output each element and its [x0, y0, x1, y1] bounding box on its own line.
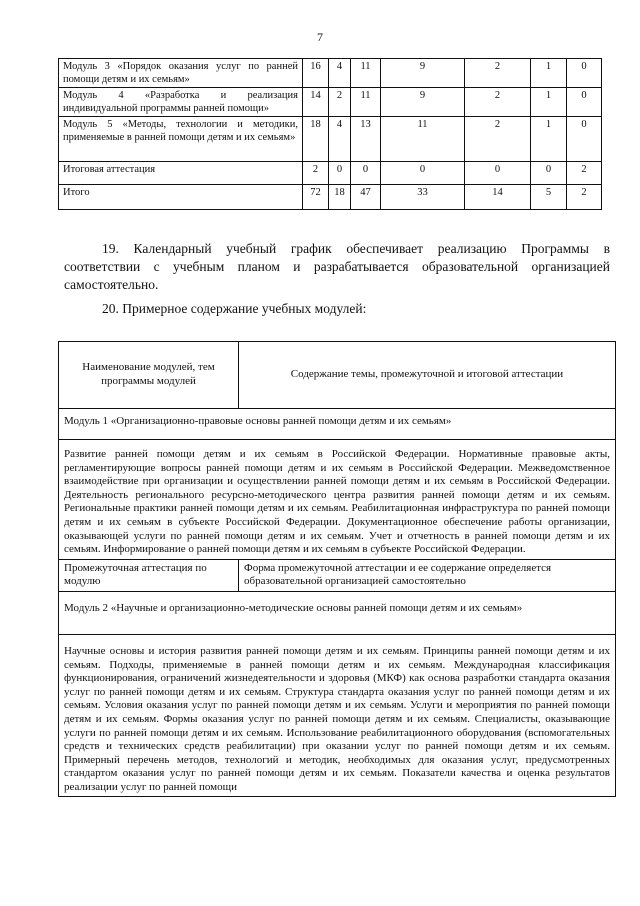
- table-header-row: [59, 342, 616, 409]
- table-row: [59, 88, 602, 117]
- table-row: [59, 409, 616, 440]
- table-row: [59, 440, 616, 560]
- module-name-cell: Модуль 4 «Разработка и реализация индивидуальной программы ранней помощи»: [59, 88, 303, 117]
- table-row: [59, 117, 602, 162]
- hours-cell: 9: [381, 59, 465, 88]
- hours-cell: 11: [351, 88, 381, 117]
- header-module-content: Содержание темы, промежуточной и итоговой аттестации: [239, 342, 616, 409]
- hours-cell: 33: [381, 185, 465, 210]
- module-name-cell: Модуль 3 «Порядок оказания услуг по ранней помощи детям и их семьям»: [59, 59, 303, 88]
- hours-cell: 2: [567, 185, 602, 210]
- hours-cell: 0: [567, 117, 602, 162]
- intermediate-assessment-label: Промежуточная аттестация по модулю: [59, 559, 239, 591]
- hours-cell: 0: [465, 162, 531, 185]
- hours-cell: 2: [303, 162, 329, 185]
- module-name-cell: Итого: [59, 185, 303, 210]
- hours-cell: 9: [381, 88, 465, 117]
- module-content-table: [58, 341, 616, 797]
- hours-cell: 11: [381, 117, 465, 162]
- hours-cell: 4: [329, 59, 351, 88]
- hours-cell: 4: [329, 117, 351, 162]
- hours-cell: 47: [351, 185, 381, 210]
- hours-cell: 2: [465, 59, 531, 88]
- module-name-cell: Итоговая аттестация: [59, 162, 303, 185]
- table-row: [59, 559, 616, 591]
- hours-cell: 14: [465, 185, 531, 210]
- hours-cell: 0: [381, 162, 465, 185]
- module-2-content: Научные основы и история развития ранней помощи детям и их семьям. Принципы ранней помощи детям и их семьям. Подходы, применяемые в ранней помощи детям и их семьям. Международная классификация функционирования, ограничений жизнедеятельности и здоровья (МКФ) как основа разработки стандарта оказания услуг по ранней помощи детям и их семьям. Структура стандарта оказания услуг по ранней помощи детям и их семьям. Условия оказания услуг по ранней помощи детям и их семьям. Услуги и мероприятия по ранней помощи детям и их семьям. Формы оказания услуг по ранней помощи детям и их семьям. Специалисты, оказывающие услуги по ранней помощи детям и их семьям. Использование реабилитационного оборудования (вспомогательных средств и технических средств реабилитации) при оказании услуг по ранней помощи детям и их семьям. Примерный перечень методов, технологий и методик, необходимых для оказания услуг, предусмотренных стандартом оказания услуг по ранней помощи детям и их семьям. Показатели качества и оценка результатов реализации услуг по ранней помощи: [59, 634, 616, 797]
- header-module-names: Наименование модулей, тем программы модулей: [59, 342, 239, 409]
- hours-cell: 18: [303, 117, 329, 162]
- intermediate-assessment-text: Форма промежуточной аттестации и ее содержание определяется образовательной организацией самостоятельно: [239, 559, 616, 591]
- hours-cell: 0: [329, 162, 351, 185]
- module-name-cell: Модуль 5 «Методы, технологии и методики, применяемые в ранней помощи детям и их семьям»: [59, 117, 303, 162]
- table-row: [59, 634, 616, 797]
- hours-cell: 2: [329, 88, 351, 117]
- paragraph-20: 20. Примерное содержание учебных модулей:: [102, 301, 367, 316]
- hours-cell: 0: [531, 162, 567, 185]
- hours-cell: 1: [531, 88, 567, 117]
- hours-cell: 16: [303, 59, 329, 88]
- hours-cell: 2: [465, 88, 531, 117]
- hours-cell: 13: [351, 117, 381, 162]
- module-1-title: Модуль 1 «Организационно-правовые основы ранней помощи детям и их семьям»: [59, 409, 616, 440]
- hours-cell: 0: [351, 162, 381, 185]
- hours-table: [58, 58, 602, 210]
- table-row: [59, 162, 602, 185]
- table-row: [59, 185, 602, 210]
- table-row: [59, 59, 602, 88]
- hours-cell: 14: [303, 88, 329, 117]
- module-2-title: Модуль 2 «Научные и организационно-методические основы ранней помощи детям и их семьям»: [59, 591, 616, 634]
- hours-cell: 11: [351, 59, 381, 88]
- paragraph-19: 19. Календарный учебный график обеспечивает реализацию Программы в соответствии с учебным планом и разрабатывается образовательной организацией самостоятельно.: [64, 241, 610, 292]
- hours-cell: 72: [303, 185, 329, 210]
- hours-cell: 2: [567, 162, 602, 185]
- hours-cell: 1: [531, 59, 567, 88]
- page-number: 7: [317, 30, 323, 44]
- table-row: [59, 591, 616, 634]
- hours-cell: 0: [567, 88, 602, 117]
- hours-cell: 18: [329, 185, 351, 210]
- hours-cell: 2: [465, 117, 531, 162]
- hours-cell: 5: [531, 185, 567, 210]
- hours-cell: 0: [567, 59, 602, 88]
- module-1-content: Развитие ранней помощи детям и их семьям в Российской Федерации. Нормативные правовые акты, регламентирующие вопросы ранней помощи детям и их семьям в Российской Федерации. Межведомственное взаимодействие при организации и осуществлении ранней помощи детям и их семьям в Российской Федерации. Деятельность регионального ресурсно-методического центра развития ранней помощи детям и их семьям. Региональные практики ранней помощи детям и их семьям. Реабилитационная инфраструктура по ранней помощи детям и их семьям в субъекте Российской Федерации. Документационное обеспечение работы организации, оказывающей услуги по ранней помощи детям и их семьям. Учет и отчетность в ранней помощи детям и их семьям. Информирование о ранней помощи детям и их семьям в субъекте Российской Федерации.: [59, 440, 616, 560]
- hours-cell: 1: [531, 117, 567, 162]
